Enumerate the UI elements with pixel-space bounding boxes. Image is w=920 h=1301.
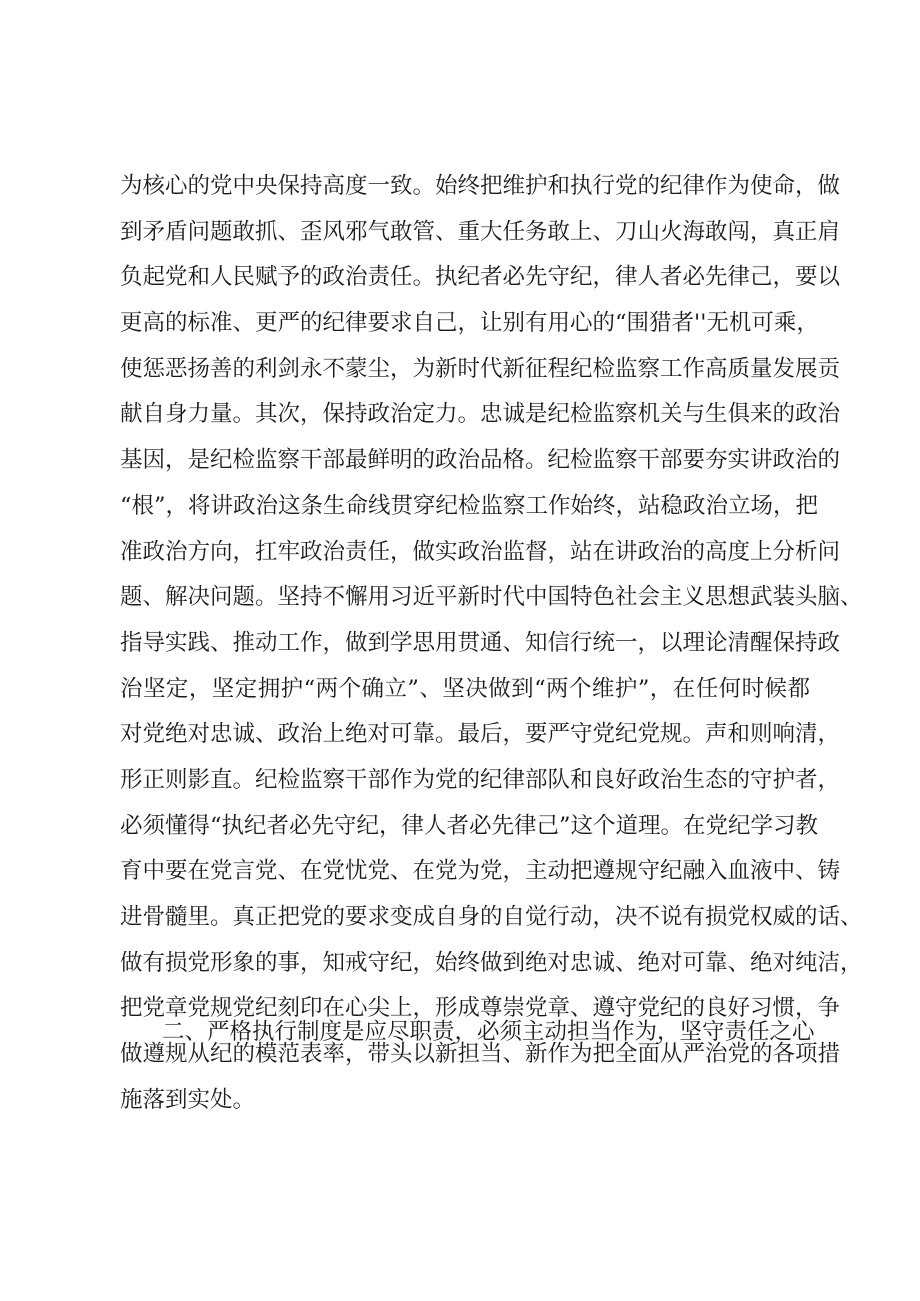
text-line: 育中要在党言党、在党忧党、在党为党，主动把遵规守纪融入血液中、铸 [120,858,841,885]
text-line: 到矛盾问题敢抓、歪风邪气敢管、重大任务敢上、刀山火海敢闯，真正肩 [120,218,841,245]
body-paragraph [120,164,863,1123]
text-line: 治坚定，坚定拥护“两个确立”、坚决做到“两个维护”，在任何时候都 [120,675,810,702]
section-heading: 二、严格执行制度是应尽职责，必须主动担当作为，坚守责任之心 [162,1019,815,1045]
text-line: 负起党和人民赋予的政治责任。执纪者必先守纪，律人者必先律己，要以 [120,264,841,291]
text-line: 施落到实处。 [120,1086,256,1113]
text-line: 使惩恶扬善的利剑永不蒙尘，为新时代新征程纪检监察工作高质量发展贡 [120,355,841,382]
text-line: 做有损党形象的事，知戒守纪，始终做到绝对忠诚、绝对可靠、绝对纯洁， [120,949,863,976]
text-line: “根”，将讲政治这条生命线贯穿纪检监察工作始终，站稳政治立场，把 [120,492,819,519]
text-line: 形正则影直。纪检监察干部作为党的纪律部队和良好政治生态的守护者， [120,766,841,793]
text-line: 进骨髓里。真正把党的要求变成自身的自觉行动，决不说有损党权威的话、 [120,904,863,930]
text-line: 献自身力量。其次，保持政治定力。忠诚是纪检监察机关与生俱来的政治 [120,401,841,428]
text-line: 把党章党规党纪刻印在心尖上，形成尊崇党章、遵守党纪的良好习惯，争 [120,995,841,1022]
text-line: 指导实践、推动工作，做到学思用贯通、知信行统一，以理论清醒保持政 [120,629,841,656]
text-line: 必须懂得“执纪者必先守纪，律人者必先律己”这个道理。在党纪学习教 [120,812,819,839]
text-line: 准政治方向，扛牢政治责任，做实政治监督，站在讲政治的高度上分析问 [120,538,841,565]
text-line: 基因，是纪检监察干部最鲜明的政治品格。纪检监察干部要夯实讲政治的 [120,447,841,474]
text-line: 做遵规从纪的模范表率，带头以新担当、新作为把全面从严治党的各项措 [120,1041,841,1068]
text-line: 题、解决问题。坚持不懈用习近平新时代中国特色社会主义思想武装头脑、 [120,584,863,611]
text-line: 为核心的党中央保持高度一致。始终把维护和执行党的纪律作为使命，做 [120,173,841,199]
text-line: 更高的标准、更严的纪律要求自己，让别有用心的“围猎者''无机可乘， [120,310,819,337]
text-line: 对党绝对忠诚、政治上绝对可靠。最后，要严守党纪党规。声和则响清， [120,721,841,748]
